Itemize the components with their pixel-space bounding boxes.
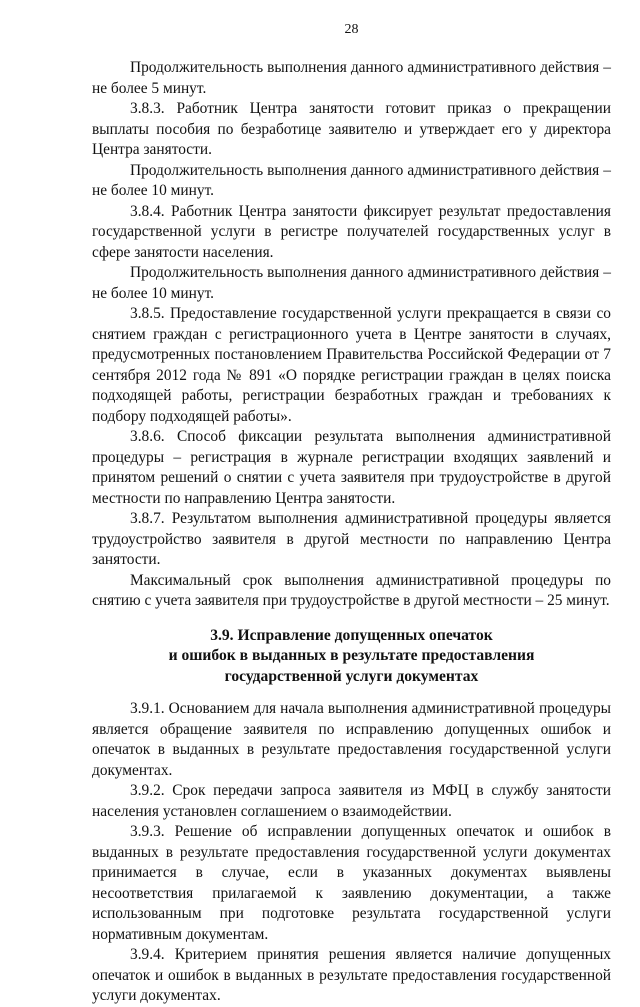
section-heading-line-1: 3.9. Исправление допущенных опечаток	[210, 626, 493, 644]
paragraph-3-9-4: 3.9.4. Критерием принятия решения является наличие допущенных опечаток и ошибок в выданных в результате предоставления государственной услуги документах.	[92, 946, 611, 1004]
paragraph-3-9-1: 3.9.1. Основанием для начала выполнения административной процедуры является обращение заявителя по исправлению допущенных ошибок и опечаток в выданных в результате предоставления государственной услуги документах.	[92, 700, 611, 779]
paragraph-3-8-6: 3.8.6. Способ фиксации результата выполнения административной процедуры – регистрация в журнале регистрации входящих заявлений и принятом решений о снятии с учета заявителя при трудоустройстве в другой местности по направлению Центра занятости.	[92, 428, 611, 507]
paragraph-3-8-4: 3.8.4. Работник Центра занятости фиксирует результат предоставления государственной услуги в регистре получателей государственных услуг в сфере занятости населения.	[92, 202, 611, 261]
paragraph-3-9-3: 3.9.3. Решение об исправлении допущенных опечаток и ошибок в выданных в результате предоставления государственной услуги документах принимается в случае, если в указанных документах выявлены несоответствия прилагаемой к заявлению документации, а также использованным при подготовке результата государственной услуги нормативным документам.	[92, 823, 611, 943]
section-heading-3-9	[92, 626, 611, 688]
paragraph-3-8-7: 3.8.7. Результатом выполнения административной процедуры является трудоустройство заявителя в другой местности по направлению Центра занятости.	[92, 510, 611, 568]
paragraph-max-duration: Максимальный срок выполнения административной процедуры по снятию с учета заявителя при трудоустройстве в другой местности – 25 минут.	[92, 571, 611, 609]
paragraph-duration-10min-a: Продолжительность выполнения данного административного действия – не более 10 минут.	[92, 161, 611, 199]
paragraph-duration-10min-b: Продолжительность выполнения данного административного действия – не более 10 минут.	[92, 264, 611, 302]
paragraph-duration-5min: Продолжительность выполнения данного административного действия – не более 5 минут.	[92, 59, 611, 97]
paragraph-3-8-5: 3.8.5. Предоставление государственной услуги прекращается в связи со снятием граждан с регистрационного учета в Центре занятости в случаях, предусмотренных постановлением Правительства Российской Федерации от 7 сентября 2012 года № 891 «О порядке регистрации граждан в целях поиска подходящей работы, регистрации безработных граждан и требованиях к подбору подходящей работы».	[92, 305, 611, 425]
page-number: 28	[344, 22, 359, 37]
bottom-text-block	[92, 699, 611, 1007]
paragraph-3-9-2: 3.9.2. Срок передачи запроса заявителя из МФЦ в службу занятости населения установлен соглашением о взаимодействии.	[92, 782, 611, 820]
section-heading-line-3: государственной услуги документах	[224, 667, 479, 685]
paragraph-3-8-3: 3.8.3. Работник Центра занятости готовит приказ о прекращении выплаты пособия по безработице заявителю и утверждает его у директора Центра занятости.	[92, 100, 611, 158]
section-heading-line-2: и ошибок в выданных в результате предоставления	[168, 647, 535, 664]
top-text-block	[92, 58, 611, 612]
